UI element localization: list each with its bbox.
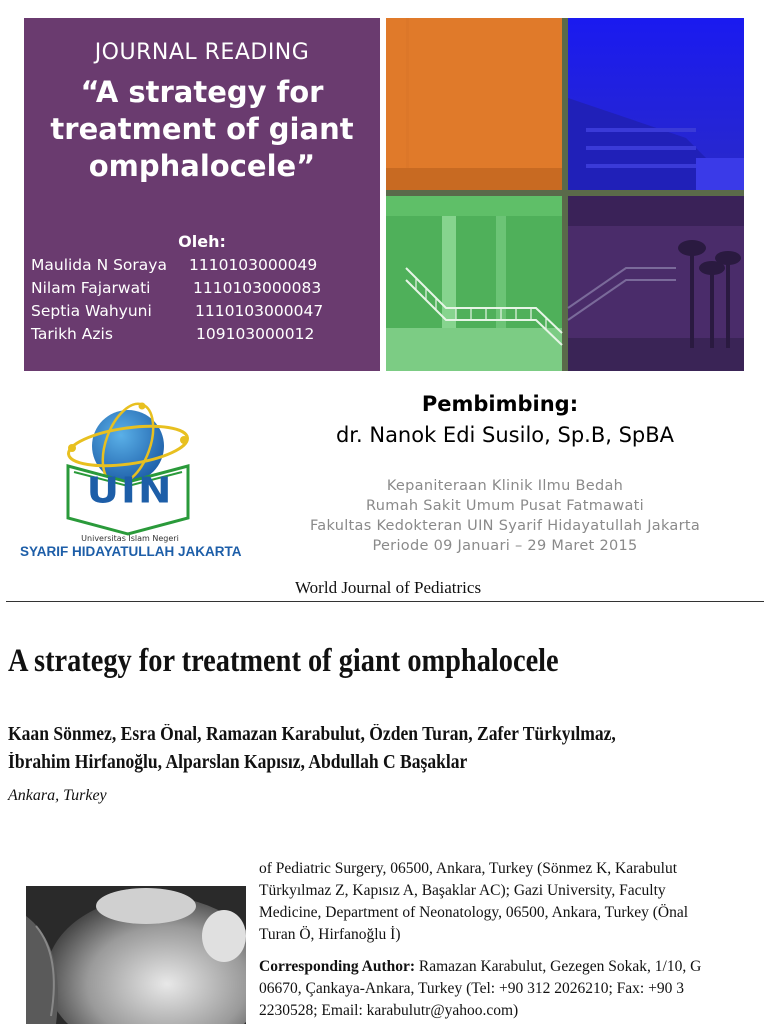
info-line: Fakultas Kedokteran UIN Syarif Hidayatullah Jakarta — [309, 518, 701, 534]
slide-header: JOURNAL READING — [94, 40, 310, 65]
info-line: Kepaniteraan Klinik Ilmu Bedah — [386, 478, 624, 494]
logo-name: SYARIF HIDAYATULLAH JAKARTA — [20, 544, 242, 559]
collage-graphic — [386, 18, 744, 371]
slide-title-line: omphalocele” — [88, 149, 316, 183]
author-name: Tarikh Azis — [31, 325, 113, 343]
affiliation-line: Medicine, Department of Neonatology, 06500, Ankara, Turkey (Önal — [259, 904, 689, 921]
author-nim: 1110103000083 — [193, 279, 322, 297]
paper-authors-line: Kaan Sönmez, Esra Önal, Ramazan Karabulut, Özden Turan, Zafer Türkyılmaz, — [8, 724, 616, 745]
affiliation-line: of Pediatric Surgery, 06500, Ankara, Turkey (Sönmez K, Karabulut — [259, 860, 678, 877]
affiliation-line: Türkyılmaz Z, Kapısız A, Başaklar AC); Gazi University, Faculty — [259, 882, 666, 899]
author-row — [31, 300, 376, 323]
info-line: Rumah Sakit Umum Pusat Fatmawati — [366, 498, 644, 514]
supervisor-label: Pembimbing: — [421, 392, 579, 416]
supervisor-name: dr. Nanok Edi Susilo, Sp.B, SpBA — [335, 423, 675, 447]
paper-authors-line: İbrahim Hirfanoğlu, Alparslan Kapısız, Abdullah C Başaklar — [8, 752, 468, 773]
building-photo-collage — [386, 18, 744, 371]
slide-title — [34, 74, 370, 185]
paper-title: A strategy for treatment of giant omphalocele — [8, 643, 559, 679]
author-nim: 109103000012 — [196, 325, 315, 343]
clinical-photo-graphic — [26, 886, 246, 1024]
corresponding-line: 2230528; Email: karabulutr@yahoo.com) — [259, 1002, 519, 1019]
corresponding-text: Ramazan Karabulut, Gezegen Sokak, 1/10, G — [418, 958, 702, 975]
slide-title-line: treatment of giant — [50, 112, 354, 146]
author-nim: 1110103000047 — [195, 302, 324, 320]
affiliation-line: Turan Ö, Hirfanoğlu İ) — [259, 926, 401, 943]
author-row — [31, 277, 376, 300]
uin-logo — [20, 400, 240, 562]
author-row — [31, 254, 376, 277]
logo-abbr: UIN — [86, 470, 174, 512]
logo-subtitle: Universitas Islam Negeri — [81, 534, 179, 543]
info-line: Periode 09 Januari – 29 Maret 2015 — [372, 538, 638, 554]
oleh-label: Oleh: — [178, 232, 226, 251]
divider — [6, 601, 764, 602]
title-card — [24, 18, 380, 371]
paper-location: Ankara, Turkey — [8, 787, 107, 804]
author-name: Maulida N Soraya — [31, 256, 167, 274]
corresponding-line: 06670, Çankaya-Ankara, Turkey (Tel: +90 312 2026210; Fax: +90 3 — [259, 980, 684, 997]
author-row — [31, 323, 376, 346]
corresponding-line — [259, 958, 768, 976]
journal-name: World Journal of Pediatrics — [295, 578, 482, 597]
clinical-photo — [26, 886, 246, 1024]
author-nim: 1110103000049 — [189, 256, 318, 274]
slide-title-line: “A strategy for — [80, 75, 324, 109]
author-name: Septia Wahyuni — [31, 302, 152, 320]
author-name: Nilam Fajarwati — [31, 279, 151, 297]
corresponding-label: Corresponding Author: — [259, 958, 416, 975]
